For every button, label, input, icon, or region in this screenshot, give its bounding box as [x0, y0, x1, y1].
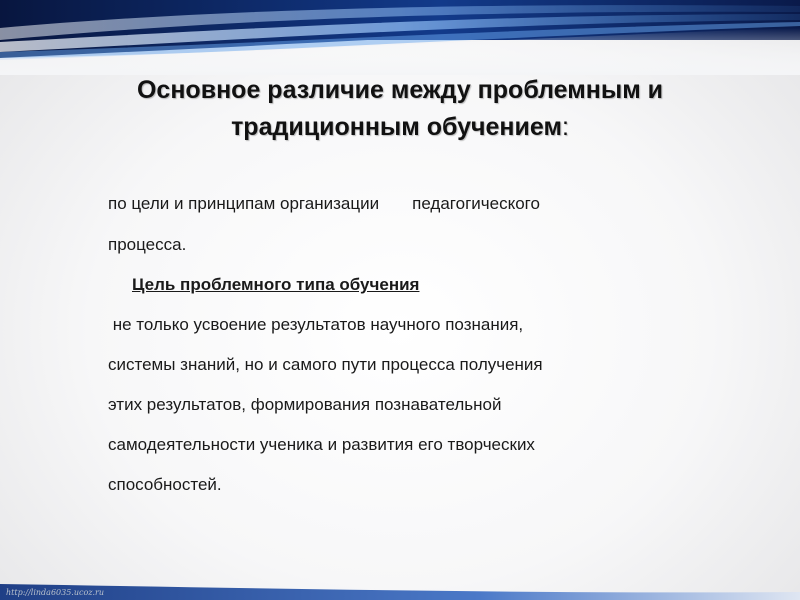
- title-colon: :: [561, 113, 569, 141]
- body-line-4: самодеятельности ученика и развития его творческих: [108, 435, 535, 454]
- body-line-5: способностей.: [108, 475, 222, 494]
- body-line-1: не только усвоение результатов научного познания,: [108, 315, 524, 334]
- header-banner: [0, 0, 800, 75]
- title-line-2: традиционным обучением: [231, 113, 562, 141]
- title-line-1: Основное различие между проблемным и: [136, 76, 664, 104]
- footer-url-link[interactable]: http://linda6035.ucoz.ru: [6, 588, 105, 597]
- intro-line-1: по цели и принципам организации педагогического: [108, 194, 540, 213]
- goal-heading: Цель проблемного типа обучения: [132, 275, 420, 294]
- intro-line-2: процесса.: [108, 235, 187, 254]
- slide-title: [20, 72, 780, 146]
- body-line-2: системы знаний, но и самого пути процесса получения: [108, 355, 543, 374]
- footer-band: [0, 578, 800, 600]
- body-line-3: этих результатов, формирования познавательной: [108, 395, 502, 414]
